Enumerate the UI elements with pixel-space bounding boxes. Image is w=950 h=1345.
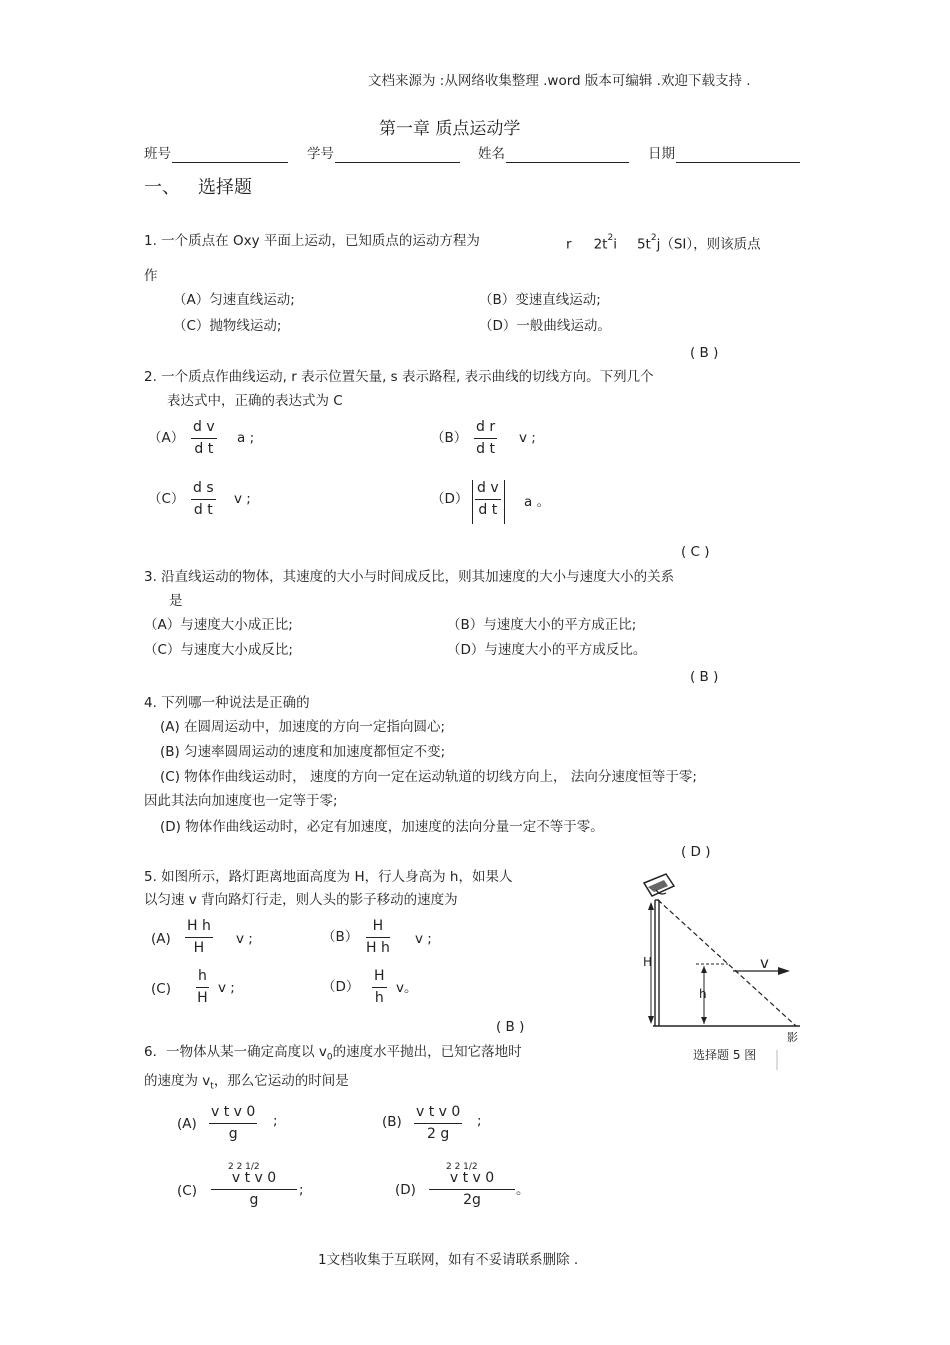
q6-c-num: v t v 0 <box>231 1170 277 1186</box>
fig-label-v: v <box>760 954 769 972</box>
fig-label-h: h <box>699 987 707 1001</box>
q2-b-den: d t <box>476 441 495 457</box>
q1-eq-5t: 5t <box>636 236 651 253</box>
q2-option-d-fraction <box>475 480 501 519</box>
q6-b-num: v t v 0 <box>416 1104 461 1120</box>
q5-option-b-fraction <box>366 918 390 957</box>
q2-a-den: d t <box>194 441 214 457</box>
q3-answer: ( B ) <box>690 669 719 685</box>
q6-stem-a: 6．一物体从某一确定高度以 v <box>144 1044 327 1060</box>
q6-option-d-fraction <box>429 1170 515 1209</box>
q5-option-d-rhs: v。 <box>396 980 418 996</box>
q2-a-num: d v <box>193 419 215 435</box>
light-ray <box>658 900 796 1026</box>
q3-stem-cont: 是 <box>169 593 183 609</box>
q5-option-c-rhs: v ; <box>218 980 235 996</box>
q6-stem-b: 的速度为 v <box>144 1073 211 1089</box>
q2-stem-cont: 表达式中，正确的表达式为 C <box>167 393 343 409</box>
q6-option-c-rhs: ; <box>299 1182 304 1198</box>
q6-b-den: 2 g <box>427 1126 450 1142</box>
q5-option-a-fraction <box>185 918 213 957</box>
chapter-title: 第一章 质点运动学 <box>379 119 521 139</box>
id-label: 学号 <box>307 146 334 162</box>
q1-equation <box>566 233 761 253</box>
q6-a-num: v t v 0 <box>211 1104 256 1120</box>
q4-option-b[interactable]: (B) 匀速率圆周运动的速度和加速度都恒定不变; <box>160 744 446 760</box>
q6-stem-cont <box>144 1073 349 1095</box>
q5-option-d-label[interactable]: （D） <box>322 979 360 995</box>
q5-b-den: H h <box>366 940 390 956</box>
page-footer: 1文档收集于互联网，如有不妥请联系删除 . <box>318 1252 579 1268</box>
q2-option-c-label[interactable]: （C） <box>148 491 185 507</box>
fig-caption: 选择题 5 图 <box>693 1048 757 1062</box>
q5-figure <box>630 860 805 1075</box>
q6-a-den: g <box>228 1126 238 1142</box>
q5-option-b-label[interactable]: （B） <box>322 929 359 945</box>
q1-option-a[interactable]: （A）匀速直线运动; <box>173 292 295 308</box>
q4-option-c[interactable]: (C) 物体作曲线运动时， 速度的方向一定在运动轨道的切线方向上， 法向分速度恒等于零; <box>160 769 697 785</box>
q6-option-a-fraction <box>209 1104 257 1143</box>
q6-option-d-exp: 2 2 1/2 <box>446 1162 478 1172</box>
q4-option-a[interactable]: (A) 在圆周运动中，加速度的方向一定指向圆心; <box>160 719 446 735</box>
q1-eq-j: j（SI），则该质点 <box>656 236 761 253</box>
q2-option-b-fraction <box>474 419 497 458</box>
q3-option-d[interactable]: （D）与速度大小的平方成反比。 <box>447 642 647 658</box>
q3-stem: 3. 沿直线运动的物体，其速度的大小与时间成反比，则其加速度的大小与速度大小的关系 <box>144 569 675 585</box>
q5-option-b-rhs: v ; <box>415 931 432 947</box>
q1-stem-cont: 作 <box>144 268 158 284</box>
q2-option-d-label[interactable]: （D） <box>431 491 469 507</box>
q6-c-den: g <box>249 1192 259 1208</box>
q6-option-b-rhs: ; <box>477 1113 482 1129</box>
q5-a-den: H <box>193 940 205 956</box>
q6-d-num: v t v 0 <box>449 1170 495 1186</box>
q5-a-num: H h <box>187 918 211 934</box>
q6-option-c-fraction <box>211 1170 297 1209</box>
q2-option-a-fraction <box>191 419 217 458</box>
q6-d-den: 2g <box>463 1192 481 1208</box>
q2-b-num: d r <box>476 419 496 435</box>
q5-c-num: h <box>198 968 207 984</box>
q3-option-c[interactable]: （C）与速度大小成反比; <box>144 642 293 658</box>
q1-option-b[interactable]: （B）变速直线运动; <box>479 292 601 308</box>
q2-option-c-fraction <box>191 480 216 519</box>
q2-option-c-rhs: v ; <box>234 491 251 507</box>
q5-b-num: H <box>372 918 384 934</box>
q5-d-den: h <box>374 990 384 1006</box>
q2-option-b-label[interactable]: （B） <box>431 430 468 446</box>
q5-option-d-fraction <box>372 968 387 1007</box>
q6-option-a-label[interactable]: (A) <box>177 1116 197 1132</box>
q6-option-c-exp: 2 2 1/2 <box>228 1162 260 1172</box>
fig-label-H: H <box>643 955 653 969</box>
q2-c-den: d t <box>193 502 213 518</box>
q1-stem: 1. 一个质点在 Oxy 平面上运动，已知质点的运动方程为 <box>144 233 480 249</box>
q2-stem: 2. 一个质点作曲线运动, r 表示位置矢量, s 表示路程, 表示曲线的切线方向。下列几个 <box>144 369 654 385</box>
q1-eq-r: r <box>566 236 572 253</box>
q6-option-d-label[interactable]: (D) <box>395 1182 416 1198</box>
q6-stem-a-sub: 0 <box>326 1052 333 1063</box>
fig-label-shadow: 影 <box>787 1031 798 1044</box>
q2-option-b-rhs: v ; <box>519 430 536 446</box>
q6-option-c-label[interactable]: (C) <box>177 1183 197 1199</box>
q4-answer: ( D ) <box>681 844 711 860</box>
section-number: 一、 <box>144 177 180 198</box>
q1-option-c[interactable]: （C）抛物线运动; <box>173 318 282 334</box>
q5-option-c-label[interactable]: (C) <box>151 981 171 997</box>
q2-option-d-rhs: a 。 <box>524 494 551 510</box>
q1-option-d[interactable]: （D）一般曲线运动。 <box>479 318 611 334</box>
q6-option-a-rhs: ; <box>273 1113 278 1129</box>
q1-eq-sup1: 2 <box>607 233 614 243</box>
q1-eq-2t: 2t <box>593 236 608 253</box>
q6-stem-a2: 的速度水平抛出，已知它落地时 <box>332 1044 522 1060</box>
q2-answer: ( C ) <box>681 544 710 560</box>
q5-c-den: H <box>197 990 208 1006</box>
q2-option-a-label[interactable]: （A） <box>148 430 185 446</box>
q6-option-d-rhs: 。 <box>516 1182 530 1198</box>
q3-option-a[interactable]: （A）与速度大小成正比; <box>144 617 293 633</box>
q2-c-num: d s <box>193 480 214 496</box>
q6-stem <box>144 1044 522 1066</box>
class-blank[interactable] <box>172 162 288 163</box>
q2-d-den: d t <box>478 502 498 518</box>
q1-answer: ( B ) <box>690 345 719 361</box>
q4-option-c-cont: 因此其法向加速度也一定等于零; <box>144 793 338 809</box>
date-blank[interactable] <box>676 162 800 163</box>
q6-option-b-fraction <box>414 1104 462 1143</box>
q6-stem-b2: ，那么它运动的时间是 <box>213 1073 349 1089</box>
q4-option-d[interactable]: (D) 物体作曲线运动时，必定有加速度，加速度的法向分量一定不等于零。 <box>160 819 604 835</box>
q1-eq-i: i <box>613 236 617 253</box>
page-header: 文档来源为 :从网络收集整理 .word 版本可编辑 .欢迎下载支持 . <box>368 73 751 89</box>
street-lamp-icon <box>644 874 674 896</box>
id-blank[interactable] <box>335 162 460 163</box>
q6-option-b-label[interactable]: (B) <box>382 1114 402 1130</box>
q5-stem-cont: 以匀速 v 背向路灯行走，则人头的影子移动的速度为 <box>144 892 458 908</box>
q1-eq-sup2: 2 <box>650 233 657 243</box>
q6-stem-b-sub: t <box>210 1081 214 1092</box>
q5-option-a-label[interactable]: (A) <box>151 931 171 947</box>
q2-d-num: d v <box>477 480 499 496</box>
q4-stem: 4. 下列哪一种说法是正确的 <box>144 695 310 711</box>
q5-option-a-rhs: v ; <box>236 931 253 947</box>
section-title: 选择题 <box>198 177 252 198</box>
date-label: 日期 <box>648 146 675 162</box>
name-blank[interactable] <box>506 162 629 163</box>
q5-stem: 5. 如图所示，路灯距离地面高度为 H，行人身高为 h，如果人 <box>144 869 513 885</box>
q3-option-b[interactable]: （B）与速度大小的平方成正比; <box>447 617 637 633</box>
name-label: 姓名 <box>478 146 505 162</box>
q5-option-c-fraction <box>196 968 209 1007</box>
class-label: 班号 <box>144 146 171 162</box>
q2-option-a-rhs: a ; <box>237 430 255 446</box>
q5-answer: ( B ) <box>496 1019 525 1035</box>
q5-d-num: H <box>374 968 385 984</box>
